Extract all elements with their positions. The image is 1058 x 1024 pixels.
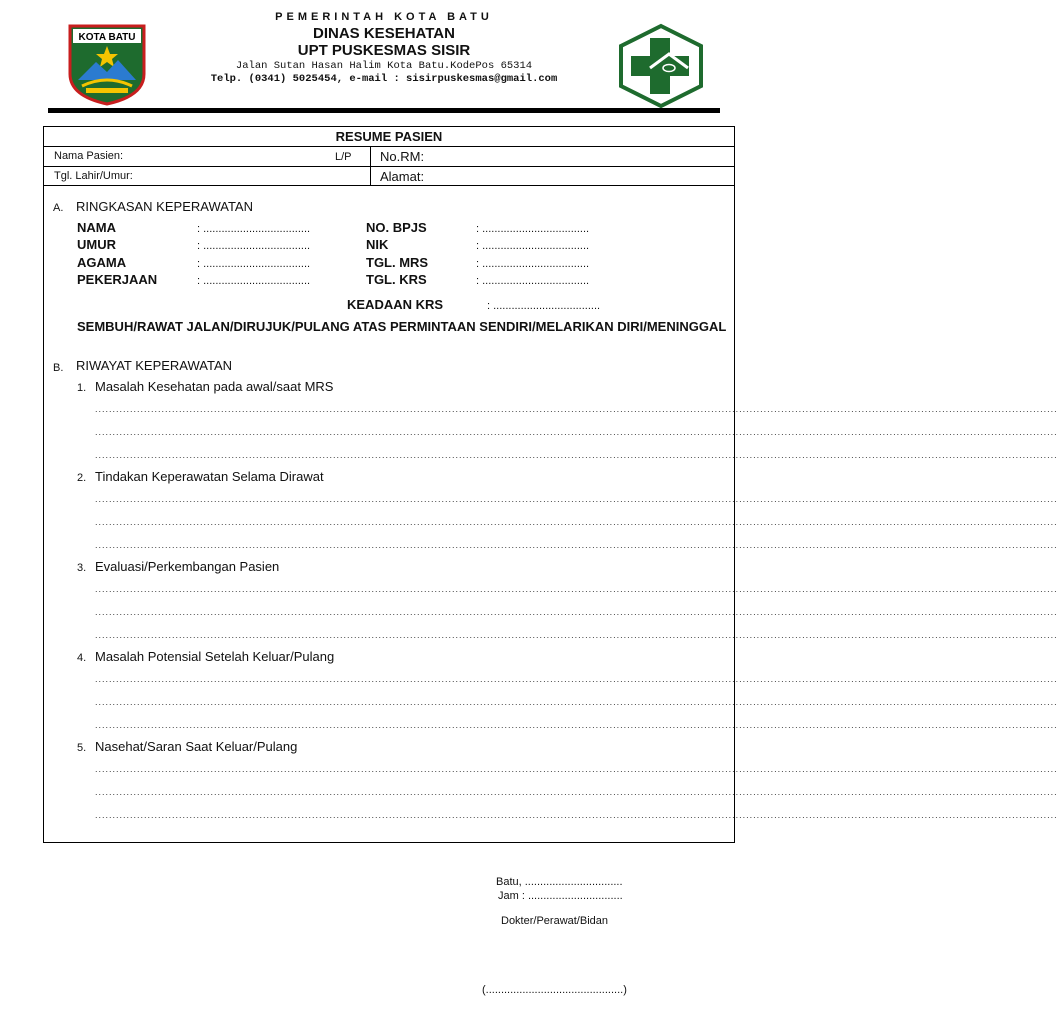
- field-tgl-mrs: TGL. MRS: [366, 255, 429, 270]
- fill-tgl-krs[interactable]: : ...................................: [476, 275, 590, 287]
- field-agama: AGAMA: [77, 255, 127, 270]
- divider: [370, 146, 371, 185]
- no-rm-label: No.RM:: [380, 149, 425, 164]
- item-3-label: Evaluasi/Perkembangan Pasien: [95, 559, 280, 574]
- divider: [44, 166, 734, 167]
- item-1-number: 1.: [77, 382, 87, 394]
- answer-line[interactable]: ...................................................................................................................................................................................................................................................................................: [95, 697, 1058, 707]
- fill-nik[interactable]: : ...................................: [476, 240, 590, 252]
- answer-line[interactable]: ...................................................................................................................................................................................................................................................................................: [95, 517, 1058, 527]
- signature-role: Dokter/Perawat/Bidan: [501, 915, 608, 927]
- field-nama: NAMA: [77, 220, 116, 235]
- answer-line[interactable]: ...................................................................................................................................................................................................................................................................................: [95, 630, 1058, 640]
- field-nik: NIK: [366, 237, 389, 252]
- item-5-label: Nasehat/Saran Saat Keluar/Pulang: [95, 739, 298, 754]
- fill-nama[interactable]: : ...................................: [197, 223, 311, 235]
- keadaan-krs-options: SEMBUH/RAWAT JALAN/DIRUJUK/PULANG ATAS PERMINTAAN SENDIRI/MELARIKAN DIRI/MENINGGAL: [77, 319, 727, 334]
- lp-label: L/P: [335, 151, 352, 163]
- answer-line[interactable]: ...................................................................................................................................................................................................................................................................................: [95, 427, 1058, 437]
- answer-line[interactable]: ...................................................................................................................................................................................................................................................................................: [95, 787, 1058, 797]
- signature-place-date[interactable]: Batu, ................................: [496, 876, 623, 888]
- item-4-number: 4.: [77, 652, 87, 664]
- form-title: RESUME PASIEN: [335, 129, 443, 144]
- fill-agama[interactable]: : ...................................: [197, 258, 311, 270]
- answer-line[interactable]: ...................................................................................................................................................................................................................................................................................: [95, 764, 1058, 774]
- answer-line[interactable]: ...................................................................................................................................................................................................................................................................................: [95, 810, 1058, 820]
- field-umur: UMUR: [77, 237, 116, 252]
- nama-pasien-label: Nama Pasien:: [54, 150, 124, 162]
- fill-pekerjaan[interactable]: : ...................................: [197, 275, 311, 287]
- answer-line[interactable]: ...................................................................................................................................................................................................................................................................................: [95, 540, 1058, 550]
- header-government: PEMERINTAH KOTA BATU: [275, 11, 493, 23]
- section-b-letter: B.: [53, 362, 64, 374]
- field-tgl-krs: TGL. KRS: [366, 272, 427, 287]
- answer-line[interactable]: ...................................................................................................................................................................................................................................................................................: [95, 494, 1058, 504]
- answer-line[interactable]: ...................................................................................................................................................................................................................................................................................: [95, 674, 1058, 684]
- keadaan-krs-fill[interactable]: : ...................................: [487, 300, 601, 312]
- answer-line[interactable]: ...................................................................................................................................................................................................................................................................................: [95, 450, 1058, 460]
- header-department: DINAS KESEHATAN: [313, 25, 455, 42]
- item-3-number: 3.: [77, 562, 87, 574]
- puskesmas-logo: [617, 24, 705, 108]
- field-no-bpjs: NO. BPJS: [366, 220, 427, 235]
- alamat-label: Alamat:: [380, 169, 425, 184]
- logo-left-text: KOTA BATU: [78, 32, 136, 43]
- answer-line[interactable]: ...................................................................................................................................................................................................................................................................................: [95, 720, 1058, 730]
- item-2-number: 2.: [77, 472, 87, 484]
- item-5-number: 5.: [77, 742, 87, 754]
- field-pekerjaan: PEKERJAAN: [77, 272, 158, 287]
- answer-line[interactable]: ...................................................................................................................................................................................................................................................................................: [95, 404, 1058, 414]
- fill-tgl-mrs[interactable]: : ...................................: [476, 258, 590, 270]
- answer-line[interactable]: ...................................................................................................................................................................................................................................................................................: [95, 584, 1058, 594]
- signature-time[interactable]: Jam : ...............................: [498, 890, 623, 902]
- header-contact: Telp. (0341) 5025454, e-mail : sisirpuskesmas@gmail.com: [210, 73, 558, 85]
- header-puskesmas: UPT PUSKESMAS SISIR: [297, 42, 471, 59]
- header-divider: [48, 108, 720, 113]
- answer-line[interactable]: ...................................................................................................................................................................................................................................................................................: [95, 607, 1058, 617]
- item-4-label: Masalah Potensial Setelah Keluar/Pulang: [95, 649, 335, 664]
- section-a-title: RINGKASAN KEPERAWATAN: [76, 199, 253, 214]
- item-2-label: Tindakan Keperawatan Selama Dirawat: [95, 469, 324, 484]
- fill-no-bpjs[interactable]: : ...................................: [476, 223, 590, 235]
- item-1-label: Masalah Kesehatan pada awal/saat MRS: [95, 379, 334, 394]
- signature-name[interactable]: (.............................................): [482, 984, 627, 996]
- fill-umur[interactable]: : ...................................: [197, 240, 311, 252]
- section-b-title: RIWAYAT KEPERAWATAN: [76, 358, 233, 373]
- section-a-letter: A.: [53, 202, 64, 214]
- divider: [44, 146, 734, 147]
- divider: [44, 185, 734, 186]
- tgl-lahir-label: Tgl. Lahir/Umur:: [54, 170, 133, 182]
- header-address: Jalan Sutan Hasan Halim Kota Batu.KodePos 65314: [235, 60, 533, 72]
- keadaan-krs-label: KEADAAN KRS: [347, 297, 444, 312]
